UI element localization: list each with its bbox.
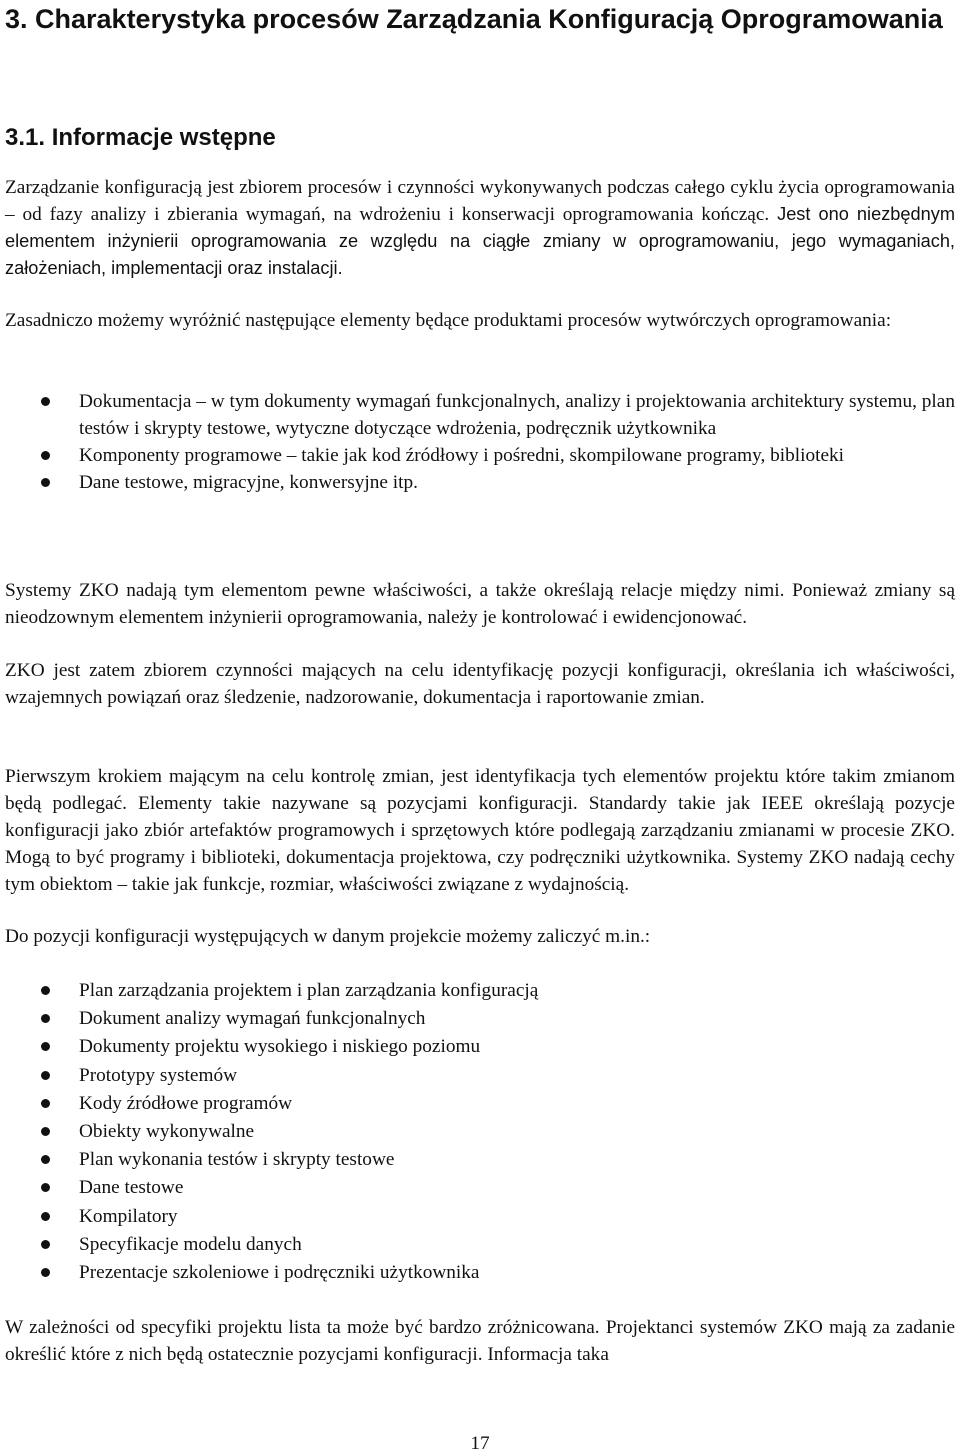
intro-paragraph [5,174,955,282]
zko-definition-paragraph: ZKO jest zatem zbiorem czynności mających na celu identyfikację pozycji konfiguracji, określania ich właściwości, wzajemnych powiązań oraz śledzenie, nadzorowanie, dokumentacja i raportowanie zmian. [5,660,955,708]
list-item: Dokumenty projektu wysokiego i niskiego poziomu [0,1033,955,1061]
closing-paragraph: W zależności od specyfiki projektu lista ta może być bardzo zróżnicowana. Projektanci systemów ZKO mają za zadanie określić które z nich będą ostatecznie pozycjami konfiguracji. Informacja taka [5,1317,955,1365]
list-item: Prototypy systemów [0,1062,955,1090]
section-heading: 3. Charakterystyka procesów Zarządzania Konfiguracją Oprogramowania [5,4,943,34]
list-item: Dokumentacja – w tym dokumenty wymagań funkcjonalnych, analizy i projektowania architektury systemu, plan testów i skrypty testowe, wytyczne dotyczące wdrożenia, podręcznik użytkownika [0,388,955,442]
subsection-heading: 3.1. Informacje wstępne [5,124,276,151]
list-item: Dane testowe, migracyjne, konwersyjne itp. [0,469,955,496]
product-elements-list [0,388,955,496]
list-item: Prezentacje szkoleniowe i podręczniki użytkownika [0,1259,955,1287]
list-item: Dane testowe [0,1174,955,1202]
configuration-items-intro: Do pozycji konfiguracji występujących w danym projekcie możemy zaliczyć m.in.: [5,926,651,947]
list-item: Dokument analizy wymagań funkcjonalnych [0,1005,955,1033]
page-number: 17 [470,1433,490,1454]
elements-paragraph: Zasadniczo możemy wyróżnić następujące elementy będące produktami procesów wytwórczych oprogramowania: [5,310,892,331]
intro-paragraph-sans-text: Jest ono niezbędnym elementem inżynierii oprogramowania ze względu na ciągłe zmiany w oprogramowaniu, jego wymaganiach, założeniach, implementacji oraz instalacji. [5,204,955,278]
list-item: Plan wykonania testów i skrypty testowe [0,1146,955,1174]
list-item: Specyfikacje modelu danych [0,1231,955,1259]
zko-properties-paragraph: Systemy ZKO nadają tym elementom pewne właściwości, a także określają relacje między nimi. Ponieważ zmiany są nieodzownym elementem inżynierii oprogramowania, należy je kontrolować i ewidencjonować. [5,580,955,628]
list-item: Plan zarządzania projektem i plan zarządzania konfiguracją [0,977,955,1005]
configuration-items-list [0,977,955,1287]
list-item: Komponenty programowe – takie jak kod źródłowy i pośredni, skompilowane programy, biblioteki [0,442,955,469]
configuration-items-paragraph: Pierwszym krokiem mającym na celu kontrolę zmian, jest identyfikacja tych elementów projektu które takim zmianom będą podlegać. Elementy takie nazywane są pozycjami konfiguracji. Standardy takie jak IEEE określają pozycje konfiguracji jako zbiór artefaktów programowych i sprzętowych które podlegają zarządzaniu zmianami w procesie ZKO. Mogą to być programy i biblioteki, dokumentacja projektowa, czy podręczniki użytkownika. Systemy ZKO nadają cechy tym obiektom – takie jak funkcje, rozmiar, właściwości związane z wydajnością. [5,766,955,895]
list-item: Obiekty wykonywalne [0,1118,955,1146]
list-item: Kody źródłowe programów [0,1090,955,1118]
list-item: Kompilatory [0,1203,955,1231]
intro-paragraph-serif-text: Zarządzanie konfiguracją jest zbiorem procesów i czynności wykonywanych podczas całego cyklu życia oprogramowania – od fazy analizy i zbierania wymagań, na wdrożeniu i konserwacji oprogramowania kończąc. [5,177,955,225]
